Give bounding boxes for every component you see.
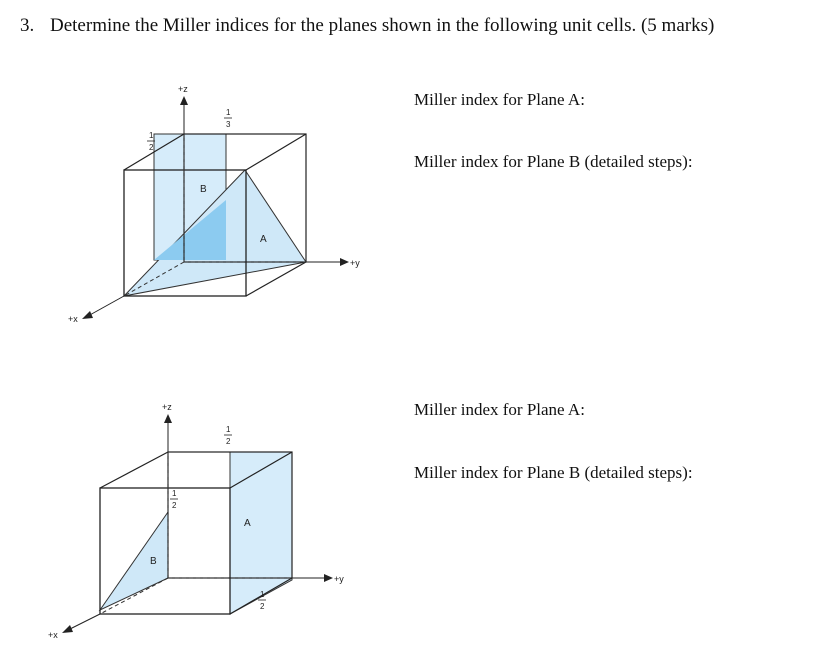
unit-cell-diagram-2 [40, 392, 380, 652]
fraction-numerator: 1 [172, 489, 177, 498]
fraction-numerator: 1 [226, 425, 231, 434]
plane-b-label: B [200, 184, 207, 195]
question-text: Determine the Miller indices for the planes shown in the following unit cells. (5 marks) [50, 15, 715, 36]
unit-cell-figure-1 [40, 80, 380, 340]
z-axis-label: +z [178, 84, 188, 94]
x-arrow-icon [62, 625, 73, 633]
q1-plane-b-label: Miller index for Plane B (detailed steps): [414, 152, 693, 171]
z-axis-label: +z [162, 402, 172, 412]
fraction-denominator: 2 [226, 437, 231, 446]
fraction-numerator: 1 [260, 590, 265, 599]
z-arrow-icon [164, 414, 172, 423]
y-arrow-icon [340, 258, 349, 266]
fraction-denominator: 2 [172, 501, 177, 510]
plane-b-2 [100, 512, 168, 610]
q2-plane-b-label: Miller index for Plane B (detailed steps): [414, 463, 693, 482]
q2-plane-a-label: Miller index for Plane A: [414, 400, 585, 419]
x-axis [88, 296, 124, 316]
unit-cell-diagram-1 [40, 80, 380, 340]
cube-edge [246, 134, 306, 170]
plane-a-label: A [244, 518, 251, 529]
x-axis-label: +x [48, 630, 58, 640]
plane-a-label: A [260, 234, 267, 245]
x-arrow-icon [82, 311, 93, 319]
fraction-numerator: 1 [226, 108, 231, 117]
y-axis-label: +y [334, 574, 344, 584]
fraction-denominator: 2 [260, 602, 265, 611]
fraction-denominator: 2 [149, 143, 154, 152]
x-axis [68, 614, 100, 630]
fraction-numerator: 1 [149, 131, 154, 140]
fraction-denominator: 3 [226, 120, 231, 129]
y-axis-label: +y [350, 258, 360, 268]
y-arrow-icon [324, 574, 333, 582]
unit-cell-figure-2 [40, 392, 380, 652]
cube-edge [100, 452, 168, 488]
plane-b-label: B [150, 556, 157, 567]
x-axis-label: +x [68, 314, 78, 324]
z-arrow-icon [180, 96, 188, 105]
question-number: 3. [20, 15, 35, 36]
q1-plane-a-label: Miller index for Plane A: [414, 90, 585, 109]
